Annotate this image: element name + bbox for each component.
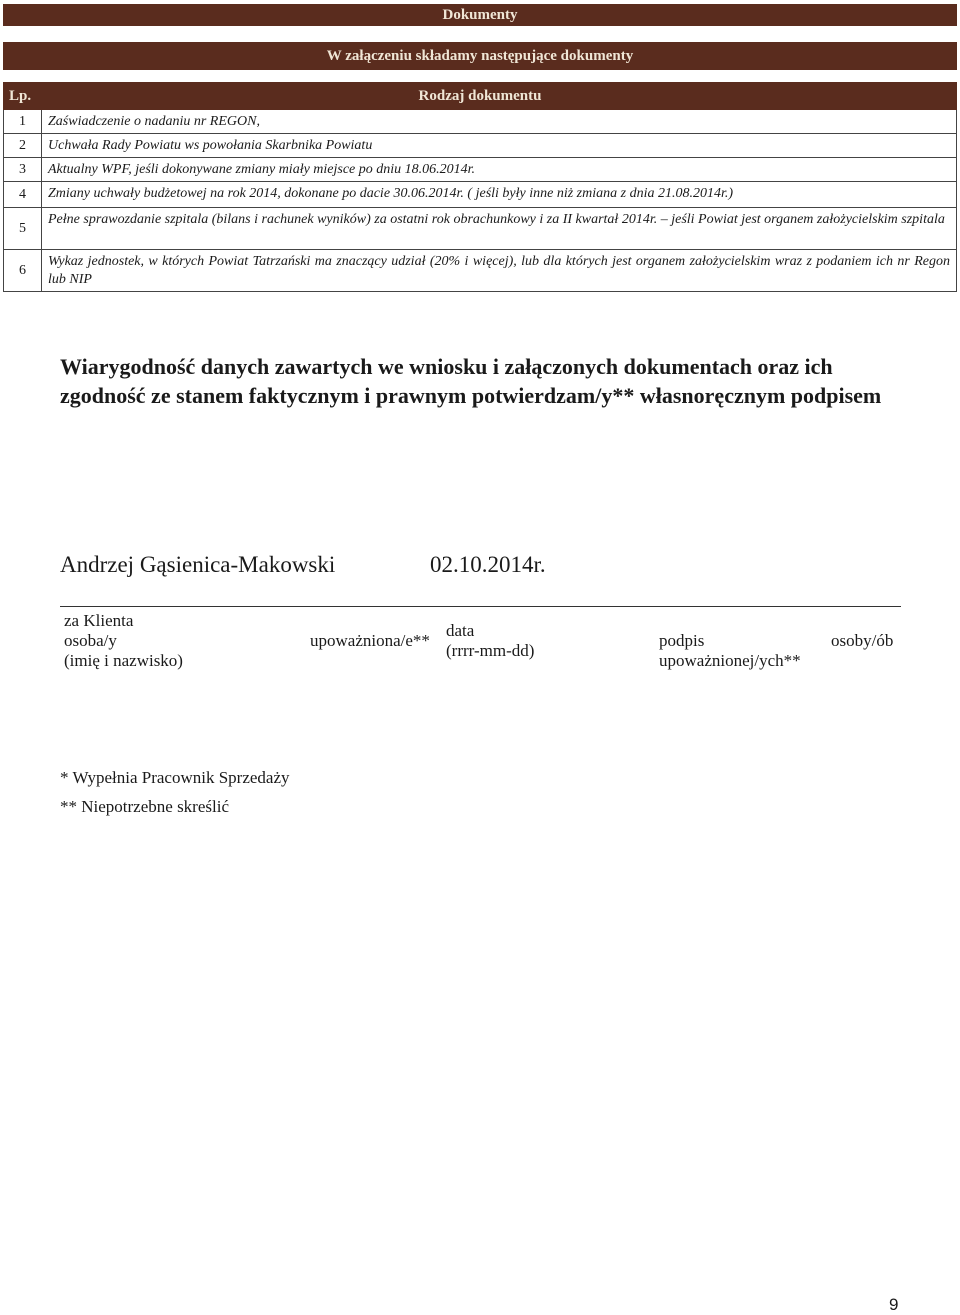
caption-date-line1: data (446, 621, 475, 640)
table-row (4, 110, 956, 134)
column-header-document-type: Rodzaj dokumentu (418, 88, 542, 104)
row-number: 2 (4, 134, 42, 157)
table-row (4, 182, 956, 208)
row-number: 6 (4, 250, 42, 291)
table-row (4, 250, 956, 291)
caption-client-line2: osoba/y (64, 631, 117, 650)
footnote-strike: ** Niepotrzebne skreślić (60, 797, 229, 816)
row-text: Pełne sprawozdanie szpitala (bilans i rachunek wyników) za ostatni rok obrachunkowy i za II kwartał 2014r. – jeśli Powiat jest organem założycielskim szpitala (48, 212, 945, 227)
table-row (4, 158, 956, 182)
caption-date-line2: (rrrr-mm-dd) (446, 641, 535, 660)
row-number: 3 (4, 158, 42, 181)
section-subtitle: W załączeniu składamy następujące dokumenty (326, 48, 634, 64)
section-title: Dokumenty (442, 7, 518, 23)
column-header-lp: Lp. (9, 88, 32, 104)
page-number: 9 (889, 1295, 899, 1314)
caption-date (446, 621, 534, 661)
table-row (4, 134, 956, 158)
caption-signature-line1: podpis (659, 631, 705, 650)
caption-signature (659, 631, 801, 671)
signer-name: Andrzej Gąsienica-Makowski (60, 552, 336, 577)
signature-date: 02.10.2014r. (430, 552, 546, 577)
caption-client-line3: (imię i nazwisko) (64, 651, 183, 670)
table-row (4, 208, 956, 250)
section-subtitle-bar (3, 42, 957, 70)
caption-client-line1: za Klienta (64, 611, 134, 630)
row-number: 1 (4, 110, 42, 133)
table-header-bar (3, 82, 957, 110)
row-text: Uchwała Rady Powiatu ws powołania Skarbnika Powiatu (48, 138, 373, 153)
row-text: Aktualny WPF, jeśli dokonywane zmiany miały miejsce po dniu 18.06.2014r. (48, 162, 476, 177)
row-text: Zmiany uchwały budżetowej na rok 2014, dokonane po dacie 30.06.2014r. ( jeśli były inne niż zmiana z dnia 21.08.2014r.) (48, 186, 734, 201)
caption-authorized: upoważniona/e** (310, 631, 430, 650)
caption-client (64, 611, 183, 671)
section-title-bar (3, 4, 957, 26)
row-number: 5 (4, 208, 42, 249)
row-text: Wykaz jednostek, w których Powiat Tatrzański ma znaczący udział (20% i więcej), lub dla których jest organem założycielskim wraz z podaniem ich nr Regon lub NIP (48, 254, 950, 287)
caption-persons: osoby/ób (831, 631, 894, 650)
signature-line (60, 606, 901, 607)
row-text: Zaświadczenie o nadaniu nr REGON, (48, 114, 260, 129)
documents-table (3, 110, 957, 292)
caption-signature-line2: upoważnionej/ych** (659, 651, 801, 670)
row-number: 4 (4, 182, 42, 207)
footnote-sales: * Wypełnia Pracownik Sprzedaży (60, 768, 290, 787)
declaration-text: Wiarygodność danych zawartych we wniosku i załączonych dokumentach oraz ich zgodność ze stanem faktycznym i prawnym potwierdzam/y** własnoręcznym podpisem (60, 354, 882, 408)
